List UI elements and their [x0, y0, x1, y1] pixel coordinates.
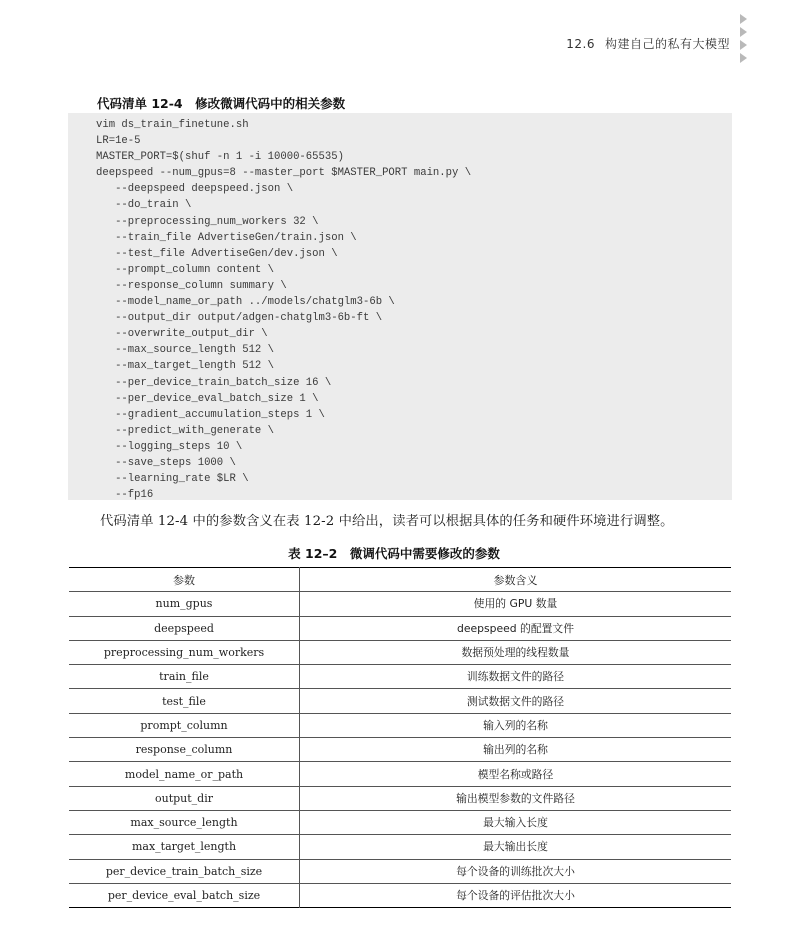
code-line: --save_steps 1000 \ — [96, 456, 236, 469]
param-name-cell: output_dir — [69, 786, 300, 810]
param-name-cell: per_device_train_batch_size — [69, 859, 300, 883]
param-meaning-cell: 最大输入长度 — [300, 810, 732, 834]
table-row — [69, 810, 731, 834]
edge-tab-marker — [740, 14, 747, 24]
code-line: --train_file AdvertiseGen/train.json \ — [96, 231, 357, 244]
table-row — [69, 762, 731, 786]
param-name-cell: prompt_column — [69, 713, 300, 737]
param-name-cell: per_device_eval_batch_size — [69, 883, 300, 907]
param-meaning-cell: 模型名称或路径 — [300, 762, 732, 786]
table-row — [69, 665, 731, 689]
code-line: --output_dir output/adgen-chatglm3-6b-ft \ — [96, 312, 383, 325]
table-row — [69, 616, 731, 640]
param-name-cell: model_name_or_path — [69, 762, 300, 786]
code-listing-title: 代码清单 12-4 修改微调代码中的相关参数 — [97, 96, 346, 111]
code-line: --fp16 — [96, 489, 154, 500]
table-row — [69, 859, 731, 883]
table-row — [69, 713, 731, 737]
table-caption: 表 12–2 微调代码中需要修改的参数 — [288, 546, 500, 561]
param-meaning-cell: 最大输出长度 — [300, 835, 732, 859]
section-title: 构建自己的私有大模型 — [604, 37, 730, 51]
param-meaning-cell: 使用的 GPU 数量 — [300, 592, 732, 616]
param-meaning-cell: 训练数据文件的路径 — [300, 665, 732, 689]
code-line: --response_column summary \ — [96, 279, 287, 292]
param-name-cell: max_target_length — [69, 835, 300, 859]
code-line: --do_train \ — [96, 199, 192, 212]
parameter-table — [69, 567, 731, 908]
table-row — [69, 786, 731, 810]
code-line: --deepspeed deepspeed.json \ — [96, 183, 294, 196]
param-meaning-cell: 输入列的名称 — [300, 713, 732, 737]
code-line: --logging_steps 10 \ — [96, 440, 243, 453]
edge-tab-marker — [740, 40, 747, 50]
param-meaning-cell: 输出模型参数的文件路径 — [300, 786, 732, 810]
table-row — [69, 640, 731, 664]
code-line: --max_target_length 512 \ — [96, 360, 275, 373]
param-meaning-cell: 每个设备的训练批次大小 — [300, 859, 732, 883]
running-header — [566, 35, 730, 52]
page-edge-tabs — [740, 14, 748, 66]
param-name-cell: response_column — [69, 738, 300, 762]
code-line: --preprocessing_num_workers 32 \ — [96, 215, 319, 228]
table-row — [69, 689, 731, 713]
code-listing — [68, 113, 732, 500]
table-body — [69, 592, 731, 908]
code-line: vim ds_train_finetune.sh — [96, 119, 249, 131]
table-row — [69, 592, 731, 616]
param-name-cell: train_file — [69, 665, 300, 689]
param-meaning-cell: 数据预处理的线程数量 — [300, 640, 732, 664]
code-line: --predict_with_generate \ — [96, 424, 275, 437]
param-meaning-cell: 每个设备的评估批次大小 — [456, 889, 575, 902]
header-param: 参数 — [69, 568, 300, 592]
code-line: --learning_rate $LR \ — [96, 473, 249, 486]
code-line: --per_device_eval_batch_size 1 \ — [96, 392, 319, 405]
param-name-cell: preprocessing_num_workers — [69, 640, 300, 664]
param-name-cell: max_source_length — [69, 810, 300, 834]
table-row — [69, 883, 731, 907]
code-line: --model_name_or_path ../models/chatglm3-6b \ — [96, 296, 395, 309]
code-line: MASTER_PORT=$(shuf -n 1 -i 10000-65535) — [96, 151, 344, 164]
table-row — [69, 738, 731, 762]
param-name-cell: test_file — [69, 689, 300, 713]
code-line: LR=1e-5 — [96, 135, 141, 148]
param-meaning-cell: 输出列的名称 — [300, 738, 732, 762]
section-number: 12.6 — [566, 37, 595, 51]
edge-tab-marker — [740, 53, 747, 63]
param-meaning-cell: deepspeed 的配置文件 — [300, 616, 732, 640]
code-line: --per_device_train_batch_size 16 \ — [96, 376, 332, 389]
code-line: --max_source_length 512 \ — [96, 344, 275, 357]
table-row — [69, 835, 731, 859]
param-name-cell: deepspeed — [69, 616, 300, 640]
code-line: deepspeed --num_gpus=8 --master_port $MASTER_PORT main.py \ — [96, 167, 472, 180]
code-line: --gradient_accumulation_steps 1 \ — [96, 408, 325, 421]
code-line: --prompt_column content \ — [96, 263, 275, 276]
edge-tab-marker — [740, 27, 747, 37]
body-paragraph: 代码清单 12-4 中的参数含义在表 12-2 中给出，读者可以根据具体的任务和硬件环境进行调整。 — [100, 514, 674, 529]
table-header-row — [69, 568, 731, 592]
code-line: --overwrite_output_dir \ — [96, 328, 268, 341]
param-name-cell: num_gpus — [69, 592, 300, 616]
param-meaning-cell: 测试数据文件的路径 — [300, 689, 732, 713]
header-meaning: 参数含义 — [300, 568, 732, 592]
code-line: --test_file AdvertiseGen/dev.json \ — [96, 247, 338, 260]
